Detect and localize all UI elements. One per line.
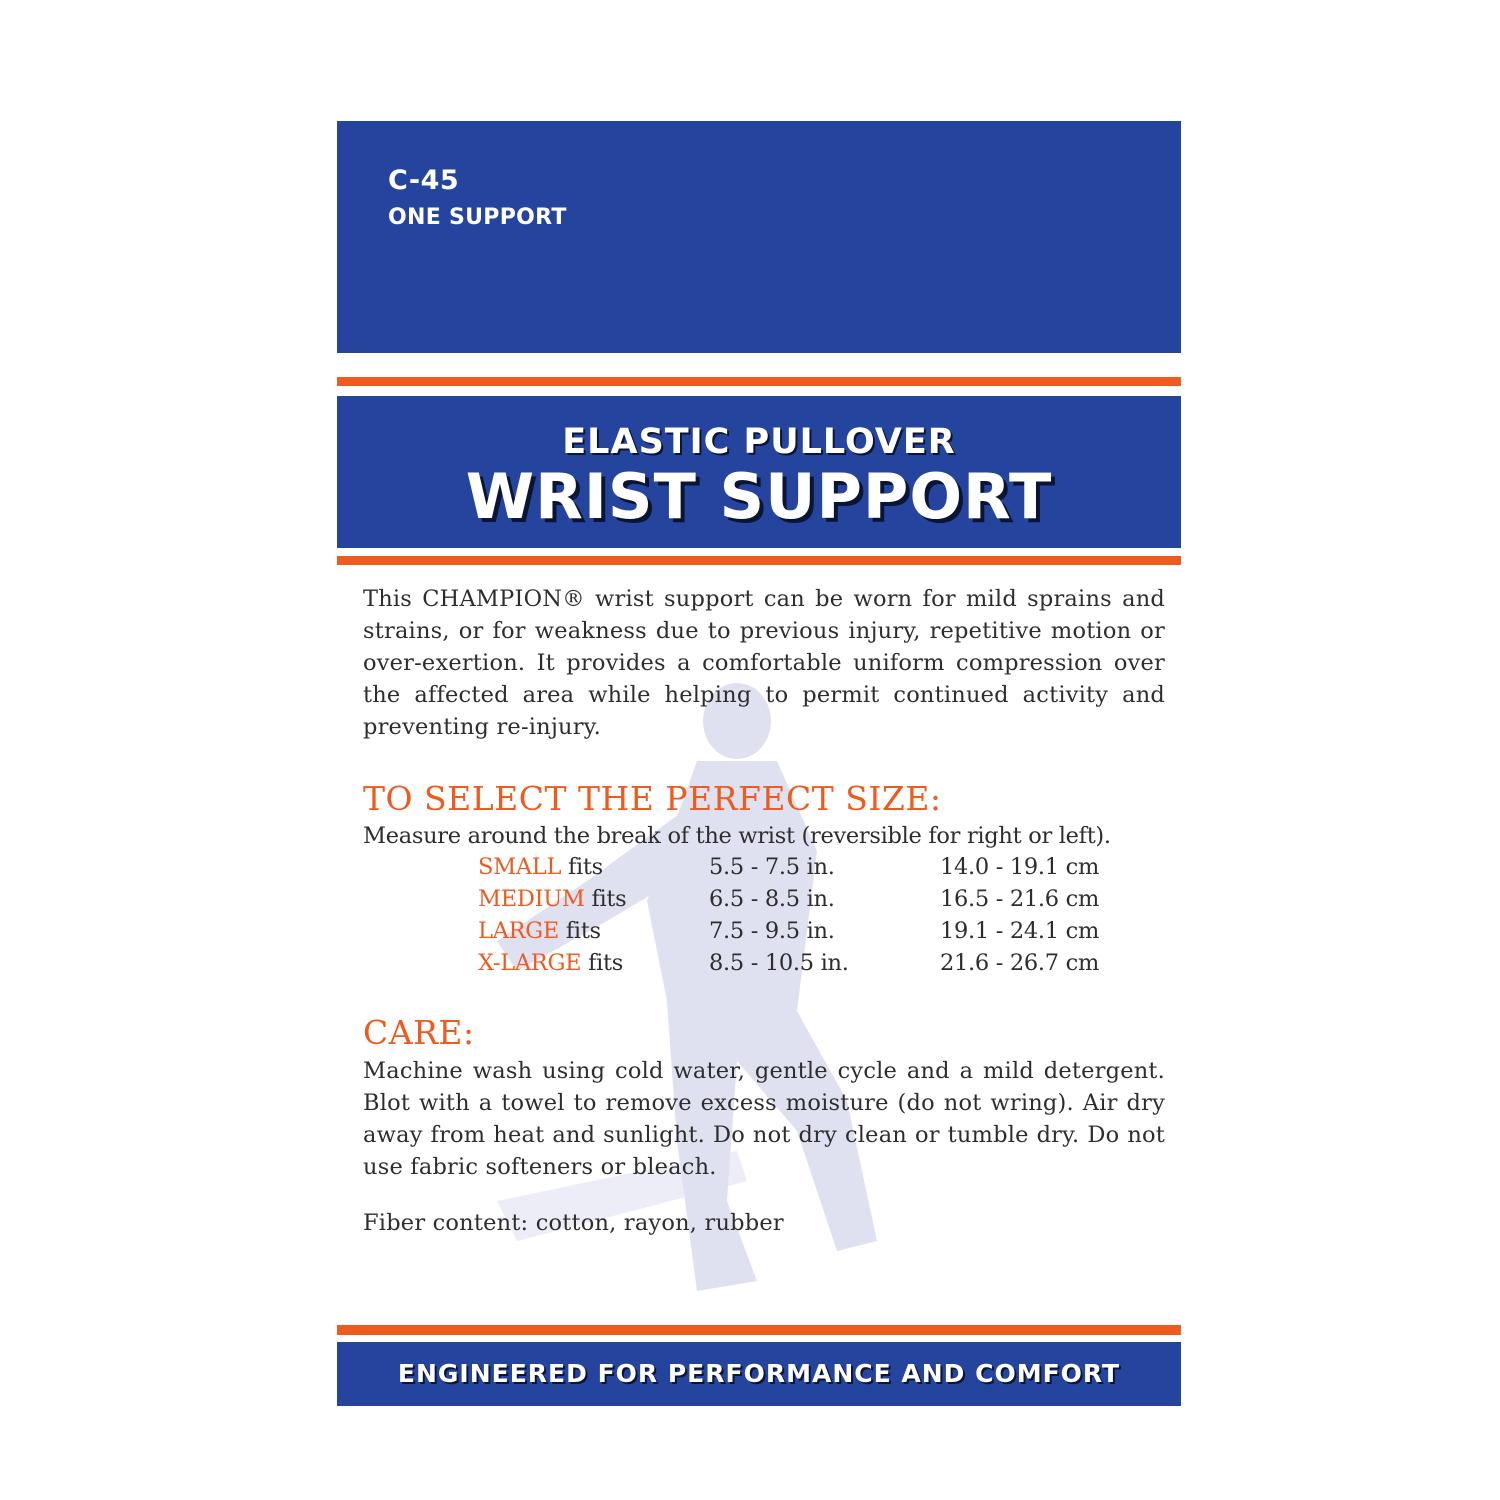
fits-label: fits bbox=[588, 950, 624, 976]
size-cm: 16.5 - 21.6 cm bbox=[940, 886, 1099, 912]
size-row bbox=[478, 915, 1165, 947]
title-band bbox=[337, 396, 1181, 548]
orange-stripe bbox=[337, 1325, 1181, 1335]
footer-tagline: ENGINEERED FOR PERFORMANCE AND COMFORT bbox=[397, 1359, 1121, 1388]
size-row bbox=[478, 947, 1165, 979]
sizing-instruction: Measure around the break of the wrist (reversible for right or left). bbox=[363, 823, 1111, 849]
product-description: This CHAMPION® wrist support can be worn for mild sprains and strains, or for weakness due to previous injury, repetitive motion or over-exertion. It provides a comfortable uniform compression over the affected area while helping to permit continued activity and preventing re-injury. bbox=[363, 586, 1165, 740]
size-chart bbox=[478, 851, 1165, 979]
size-inches: 7.5 - 9.5 in. bbox=[709, 918, 835, 944]
size-cm: 14.0 - 19.1 cm bbox=[940, 854, 1099, 880]
model-number: C-45 bbox=[388, 165, 460, 196]
size-row bbox=[478, 851, 1165, 883]
package-count: ONE SUPPORT bbox=[388, 205, 567, 230]
size-row bbox=[478, 883, 1165, 915]
size-name: LARGE bbox=[478, 918, 560, 944]
size-inches: 5.5 - 7.5 in. bbox=[709, 854, 835, 880]
care-instructions: Machine wash using cold water, gentle cycle and a mild detergent. Blot with a towel to remove excess moisture (do not wring). Air dry away from heat and sunlight. Do not dry clean or tumble dry. Do not use fabric softeners or bleach. bbox=[363, 1058, 1165, 1180]
orange-stripe bbox=[337, 377, 1181, 386]
content-area bbox=[363, 583, 1165, 1239]
fits-label: fits bbox=[567, 854, 603, 880]
size-inches: 8.5 - 10.5 in. bbox=[709, 950, 849, 976]
product-title: WRIST SUPPORT bbox=[465, 460, 1053, 533]
orange-stripe bbox=[337, 556, 1181, 565]
size-name: SMALL bbox=[478, 854, 562, 880]
footer-band bbox=[337, 1342, 1181, 1406]
care-heading: CARE: bbox=[363, 1013, 475, 1052]
sizing-heading: TO SELECT THE PERFECT SIZE: bbox=[363, 779, 942, 818]
header-band bbox=[337, 121, 1181, 353]
fits-label: fits bbox=[565, 918, 601, 944]
size-name: X-LARGE bbox=[478, 950, 582, 976]
size-inches: 6.5 - 8.5 in. bbox=[709, 886, 835, 912]
fits-label: fits bbox=[591, 886, 627, 912]
fiber-content: Fiber content: cotton, rayon, rubber bbox=[363, 1210, 784, 1236]
product-card bbox=[337, 121, 1181, 1406]
size-cm: 21.6 - 26.7 cm bbox=[940, 950, 1099, 976]
product-subtitle: ELASTIC PULLOVER bbox=[562, 422, 956, 462]
size-cm: 19.1 - 24.1 cm bbox=[940, 918, 1099, 944]
size-name: MEDIUM bbox=[478, 886, 585, 912]
